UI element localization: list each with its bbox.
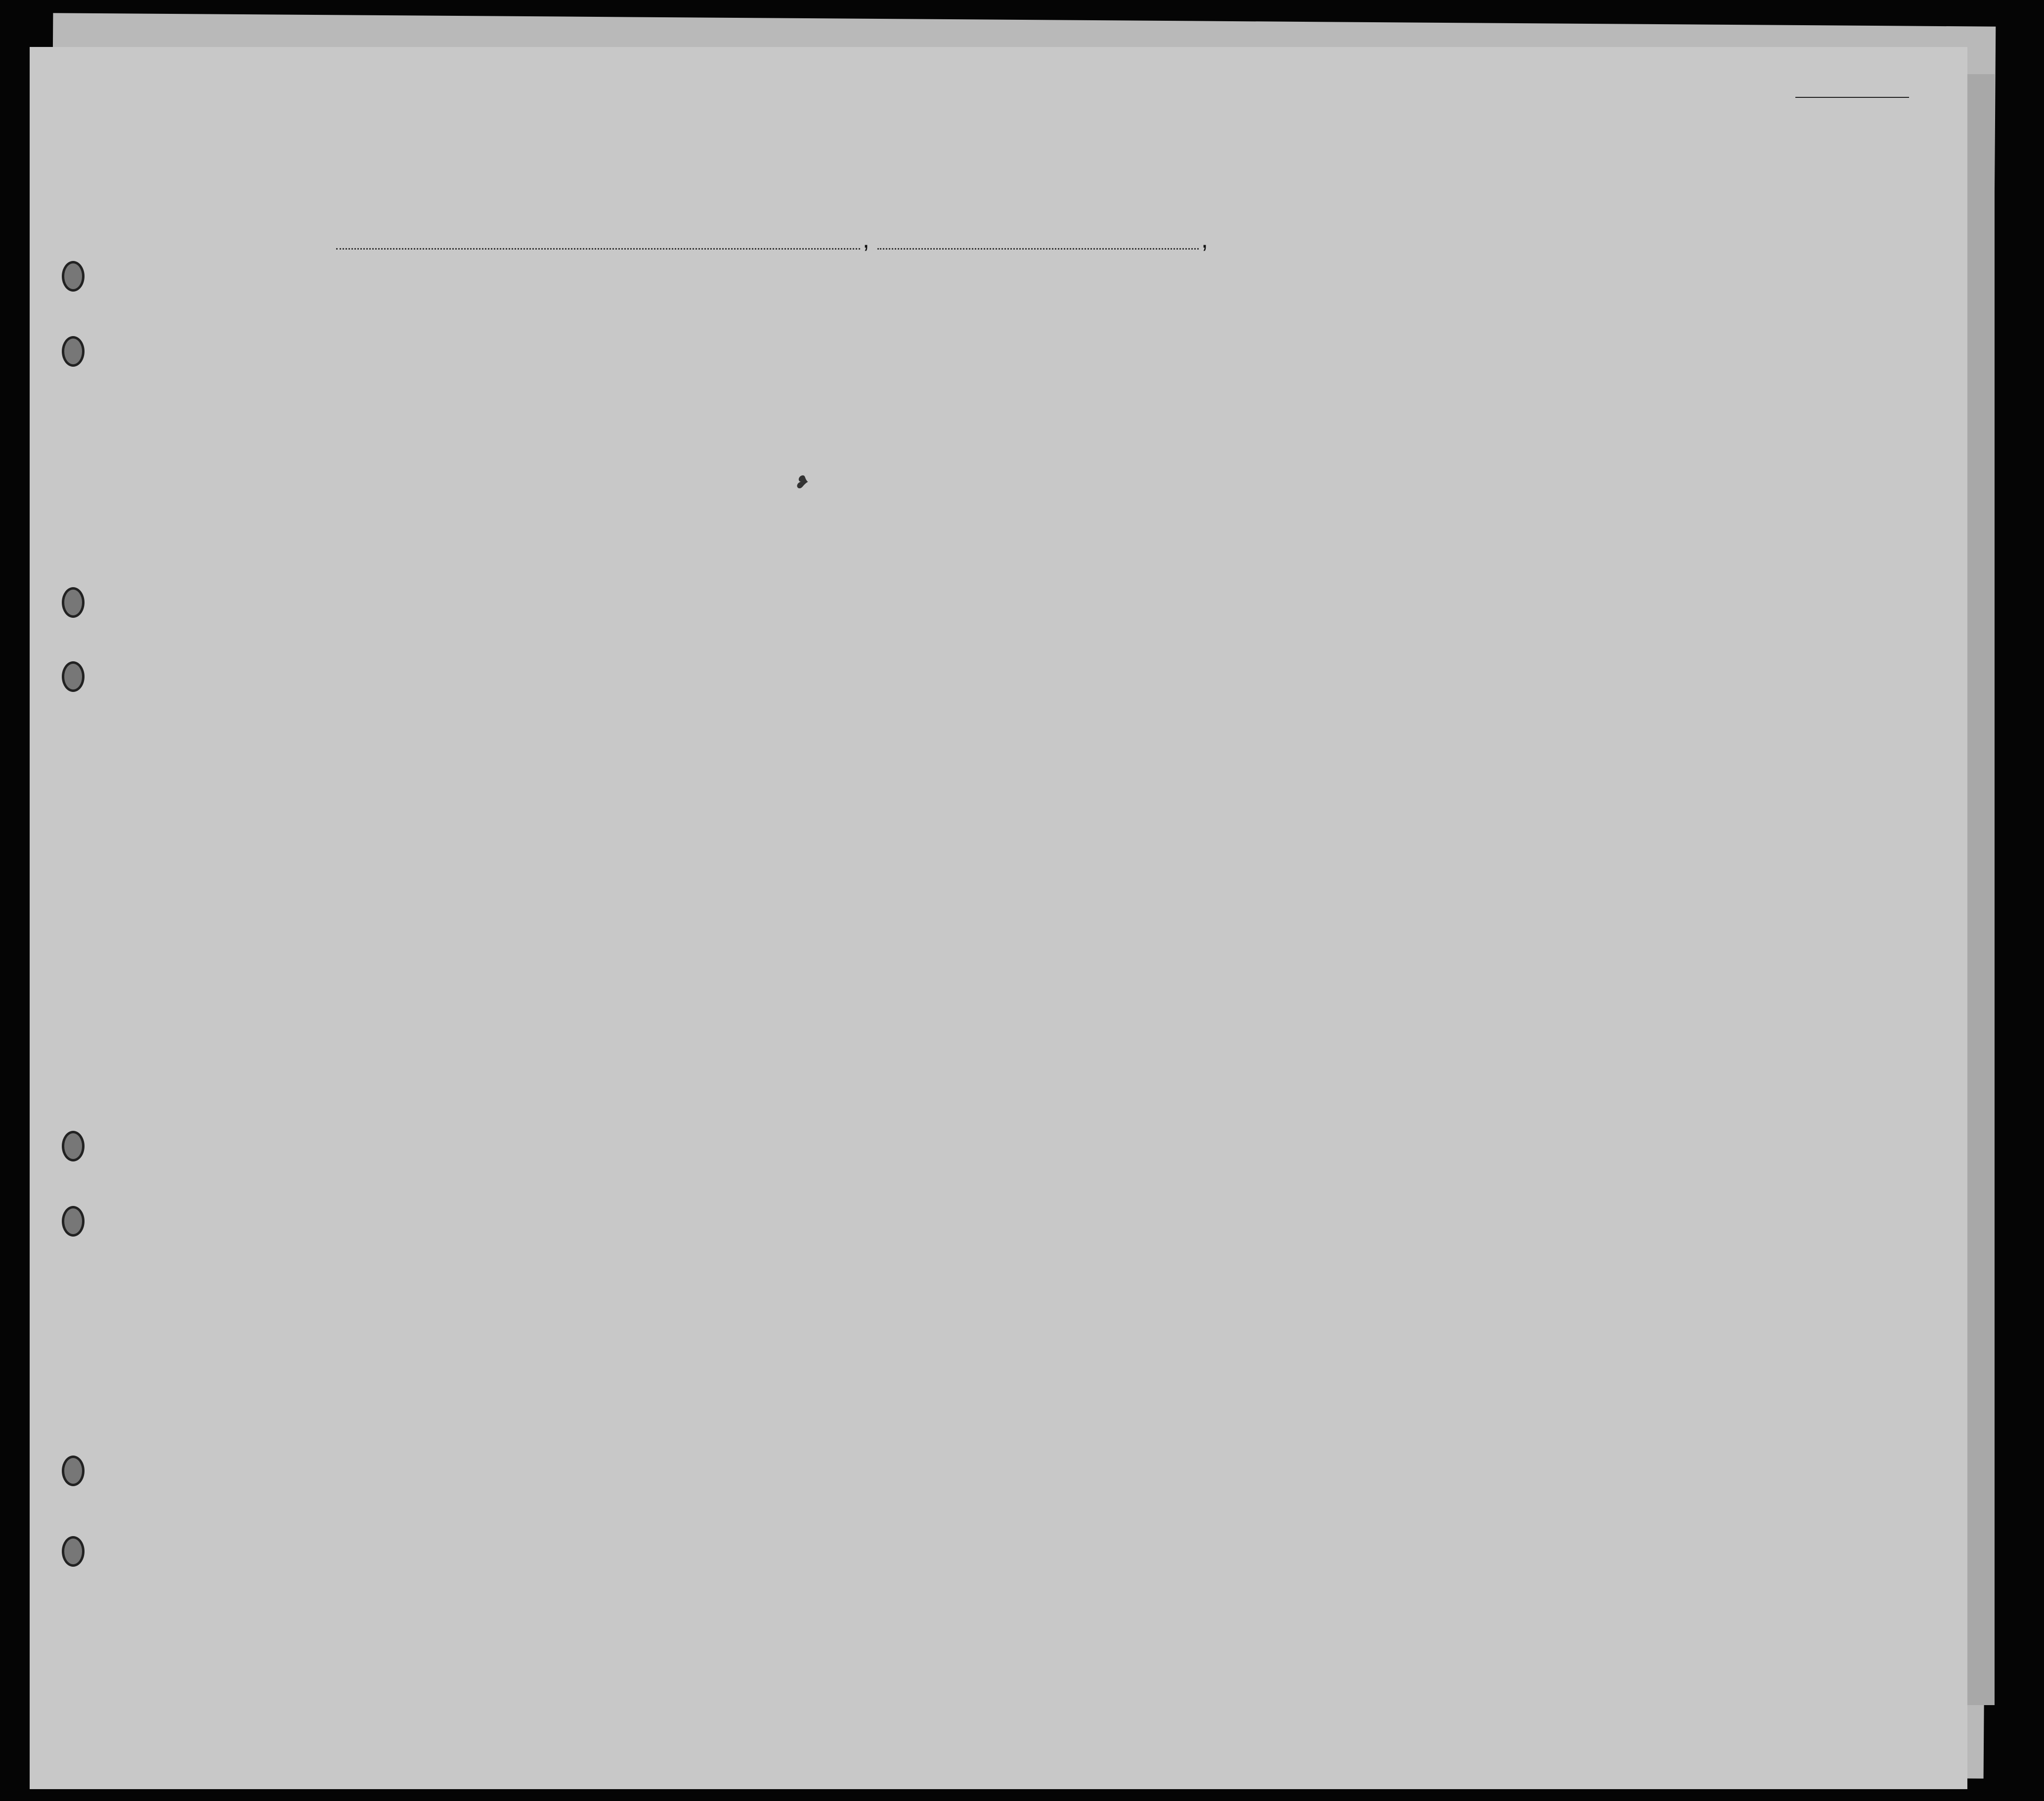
binder-hole <box>62 1131 85 1161</box>
binder-hole <box>62 1536 85 1567</box>
binder-hole <box>62 587 85 618</box>
header-feet <box>1649 386 1668 430</box>
header-inches <box>1671 386 1690 430</box>
binder-hole <box>62 336 85 367</box>
header-citizen <box>1258 316 1293 432</box>
header-return-intent <box>1148 316 1193 432</box>
header-polygamist <box>1335 306 1362 435</box>
binder-hole <box>62 661 85 692</box>
header-labor-offer <box>1443 306 1490 435</box>
comma-1: , <box>863 225 870 253</box>
header-prison <box>1298 306 1332 435</box>
header-anarchist <box>1363 306 1389 435</box>
comma-2: , <box>1201 225 1208 253</box>
binder-hole <box>62 1206 85 1237</box>
header-ticket <box>592 314 620 437</box>
handwritten-mark-icon: ❥ <box>793 472 809 492</box>
header-length-of-stay <box>1195 316 1255 432</box>
binder-hole <box>62 261 85 292</box>
binder-hole <box>62 1456 85 1486</box>
header-money <box>713 314 739 437</box>
header-overthrow <box>1390 306 1442 435</box>
header-deported <box>1492 306 1539 435</box>
